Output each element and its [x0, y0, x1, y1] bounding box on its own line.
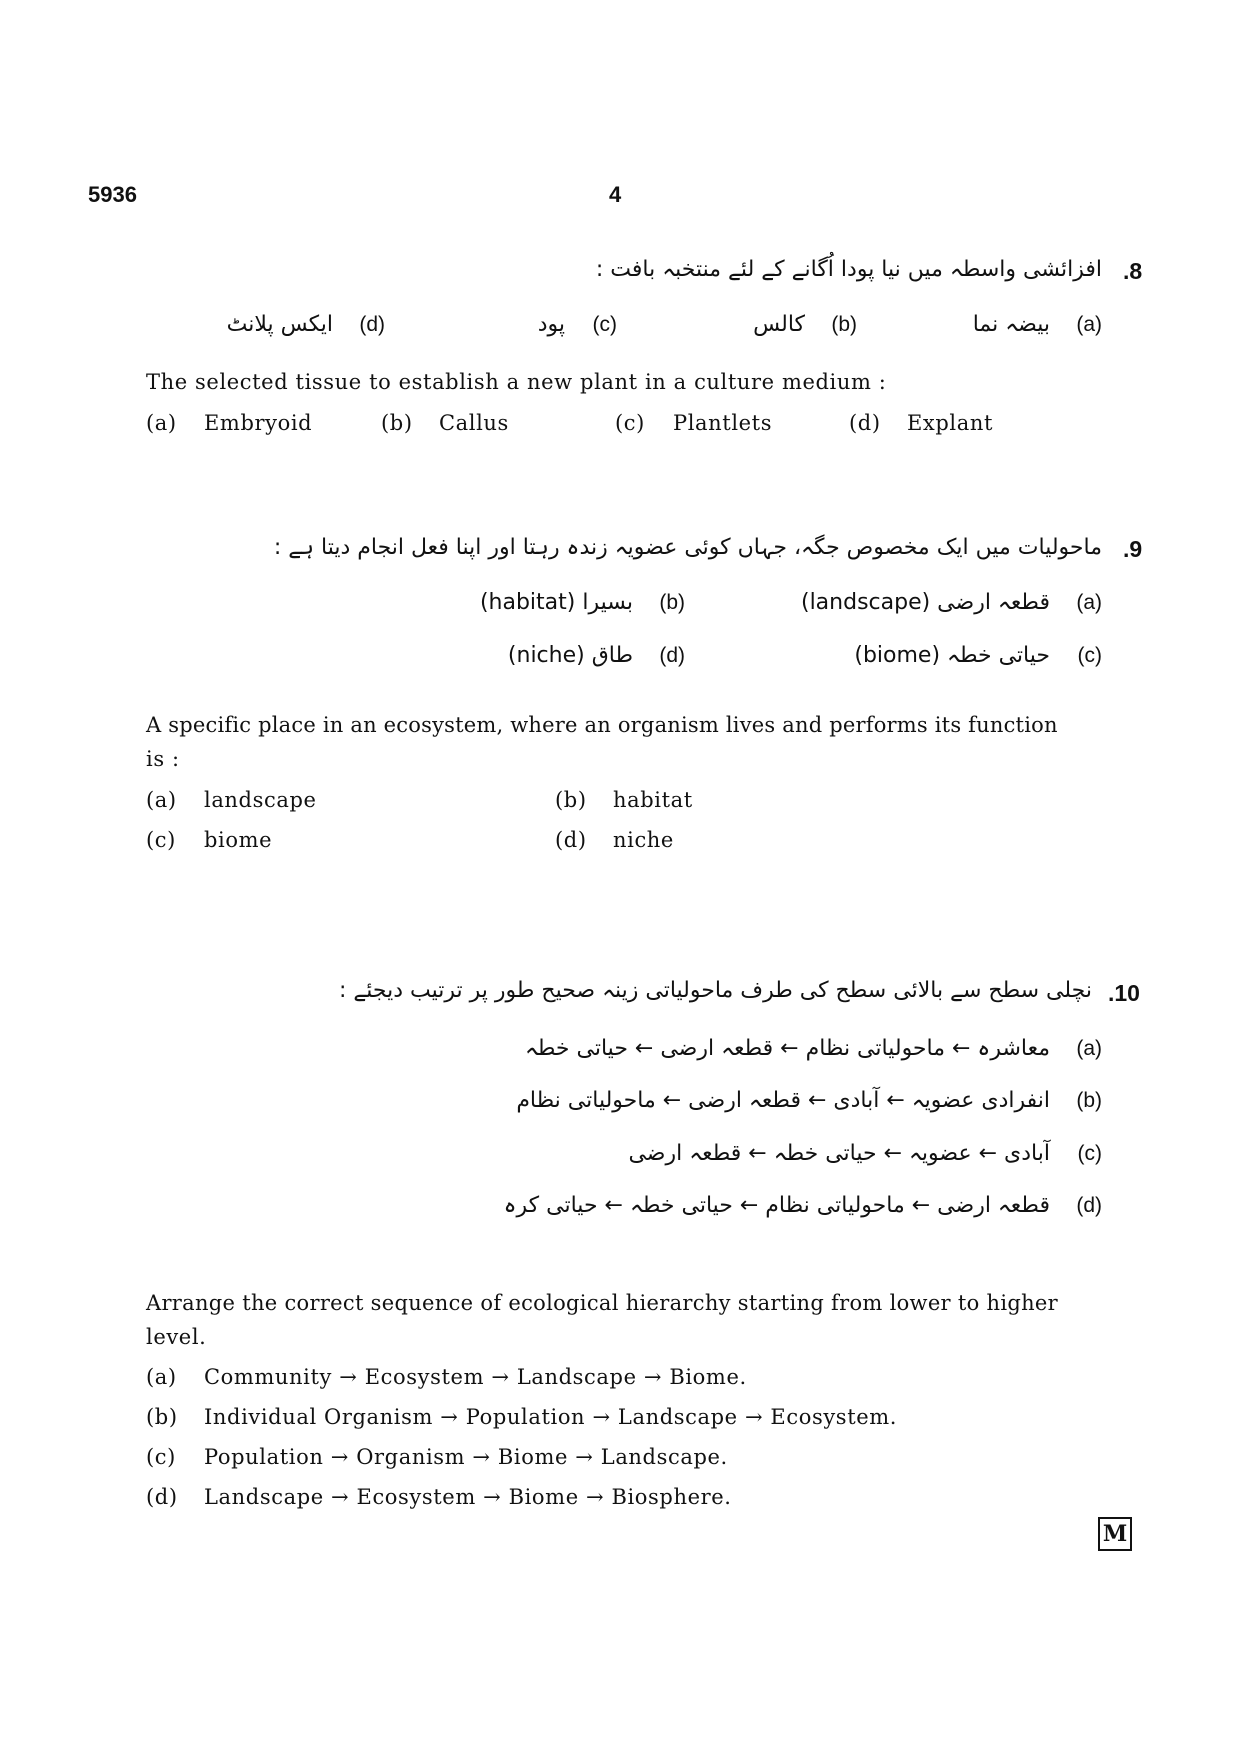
q9-english-option-c	[146, 828, 272, 852]
q9-english-option-a	[146, 788, 317, 812]
q10-option-a-label: (a)	[146, 1365, 177, 1389]
q9-urdu-option-b-label: (b)	[659, 591, 685, 614]
q8-urdu-option-d-label: (d)	[359, 313, 385, 336]
q8-urdu-option-d	[227, 312, 385, 337]
q8-urdu-option-b-text: کالس	[753, 312, 805, 337]
q10-urdu-option-d-label: (d)	[1076, 1194, 1102, 1217]
q10-option-b-text: Individual Organism → Population → Landscape → Ecosystem.	[204, 1405, 898, 1429]
q9-option-b-text: habitat	[613, 788, 693, 812]
q10-urdu-option-d	[504, 1193, 1102, 1218]
q9-option-a-label: (a)	[146, 788, 177, 812]
q8-option-c-text: Plantlets	[673, 411, 773, 435]
q10-option-a-text: Community → Ecosystem → Landscape → Biome.	[204, 1365, 747, 1389]
q9-option-c-text: biome	[204, 828, 273, 852]
q9-urdu-option-c-text: حیاتی خطہ (biome)	[854, 643, 1050, 668]
q8-number: .8	[1123, 258, 1143, 284]
q8-urdu-option-c-text: پود	[537, 312, 565, 337]
q8-option-c-label: (c)	[615, 411, 645, 435]
q9-urdu-option-a-label: (a)	[1076, 591, 1102, 614]
q8-option-d-label: (d)	[849, 411, 881, 435]
q10-english-stem-line2: level.	[146, 1325, 207, 1349]
q10-urdu-option-b	[516, 1088, 1102, 1113]
q10-option-d-label: (d)	[146, 1485, 178, 1509]
q9-english-stem-line2: is :	[146, 747, 180, 771]
q9-urdu-option-d	[508, 643, 685, 668]
q10-number: .10	[1108, 980, 1140, 1006]
q9-urdu-option-b	[480, 590, 685, 615]
q10-urdu-option-c-text: آبادی ← عضویہ ← حیاتی خطہ ← قطعہ ارضی	[628, 1141, 1050, 1166]
q10-option-d-text: Landscape → Ecosystem → Biome → Biosphere.	[204, 1485, 732, 1509]
q9-english-option-b	[555, 788, 693, 812]
q9-urdu-option-c-label: (c)	[1077, 644, 1102, 667]
q8-english-option-c	[615, 411, 772, 435]
q8-english-option-a	[146, 411, 312, 435]
q9-option-c-label: (c)	[146, 828, 176, 852]
q8-urdu-option-a-label: (a)	[1076, 313, 1102, 336]
q10-urdu-option-a-text: معاشرہ ← ماحولیاتی نظام ← قطعہ ارضی ← حیاتی خطہ	[524, 1036, 1050, 1061]
q9-option-b-label: (b)	[555, 788, 587, 812]
page-number: 4	[609, 182, 622, 207]
q9-option-d-text: niche	[613, 828, 674, 852]
q9-urdu-option-d-text: طاق (niche)	[507, 643, 633, 668]
q8-urdu-option-c	[538, 312, 617, 337]
q9-number: .9	[1123, 536, 1143, 562]
q8-urdu-stem: افزائشی واسطہ میں نیا پودا اُگانے کے لئے منتخبہ بافت :	[595, 257, 1102, 282]
q8-option-a-text: Embryoid	[204, 411, 313, 435]
q8-urdu-option-b	[753, 312, 857, 337]
medium-mark-box: M	[1098, 1517, 1132, 1551]
q10-english-option-c	[146, 1445, 728, 1469]
q10-option-c-text: Population → Organism → Biome → Landscape.	[204, 1445, 728, 1469]
q10-urdu-option-a	[525, 1036, 1102, 1061]
q8-option-d-text: Explant	[907, 411, 994, 435]
q10-urdu-option-c-label: (c)	[1077, 1142, 1102, 1165]
q9-english-stem-line1: A specific place in an ecosystem, where an organism lives and performs its function	[146, 713, 1058, 737]
q10-urdu-option-a-label: (a)	[1076, 1037, 1102, 1060]
q8-urdu-option-b-label: (b)	[831, 313, 857, 336]
q9-urdu-option-b-text: بسیرا (habitat)	[479, 590, 633, 615]
q10-urdu-option-d-text: قطعہ ارضی ← ماحولیاتی نظام ← حیاتی خطہ ← حیاتی کرہ	[503, 1193, 1050, 1218]
q9-urdu-option-d-label: (d)	[659, 644, 685, 667]
q10-urdu-option-b-label: (b)	[1076, 1089, 1102, 1112]
q8-english-option-d	[849, 411, 993, 435]
q10-option-c-label: (c)	[146, 1445, 176, 1469]
q9-option-a-text: landscape	[204, 788, 317, 812]
q9-urdu-option-a	[801, 590, 1102, 615]
q9-option-d-label: (d)	[555, 828, 587, 852]
q8-english-option-b	[381, 411, 509, 435]
q8-urdu-option-a	[973, 312, 1102, 337]
q8-urdu-option-a-text: بیضہ نما	[972, 312, 1050, 337]
q10-english-option-d	[146, 1485, 732, 1509]
q10-english-option-b	[146, 1405, 897, 1429]
q10-english-stem-line1: Arrange the correct sequence of ecological hierarchy starting from lower to higher	[146, 1291, 1059, 1315]
q10-urdu-option-b-text: انفرادی عضویہ ← آبادی ← قطعہ ارضی ← ماحولیاتی نظام	[516, 1088, 1050, 1113]
q8-english-stem: The selected tissue to establish a new plant in a culture medium :	[146, 370, 887, 394]
q9-urdu-option-c	[854, 643, 1102, 668]
q9-urdu-stem: ماحولیات میں ایک مخصوص جگہ، جہاں کوئی عضویہ زندہ رہتا اور اپنا فعل انجام دیتا ہے :	[273, 535, 1102, 560]
q10-urdu-option-c	[628, 1141, 1102, 1166]
q10-english-option-a	[146, 1365, 747, 1389]
q8-urdu-option-c-label: (c)	[592, 313, 617, 336]
q8-option-b-text: Callus	[439, 411, 509, 435]
q8-option-b-label: (b)	[381, 411, 413, 435]
q8-urdu-option-d-text: ایکس پلانٹ	[226, 312, 333, 337]
q8-option-a-label: (a)	[146, 411, 177, 435]
q10-option-b-label: (b)	[146, 1405, 178, 1429]
q10-urdu-stem: نچلی سطح سے بالائی سطح کی طرف ماحولیاتی زینہ صحیح طور پر ترتیب دیجئے :	[338, 978, 1092, 1003]
q9-urdu-option-a-text: قطعہ ارضی (landscape)	[800, 590, 1050, 615]
q9-english-option-d	[555, 828, 674, 852]
paper-code: 5936	[88, 182, 137, 207]
